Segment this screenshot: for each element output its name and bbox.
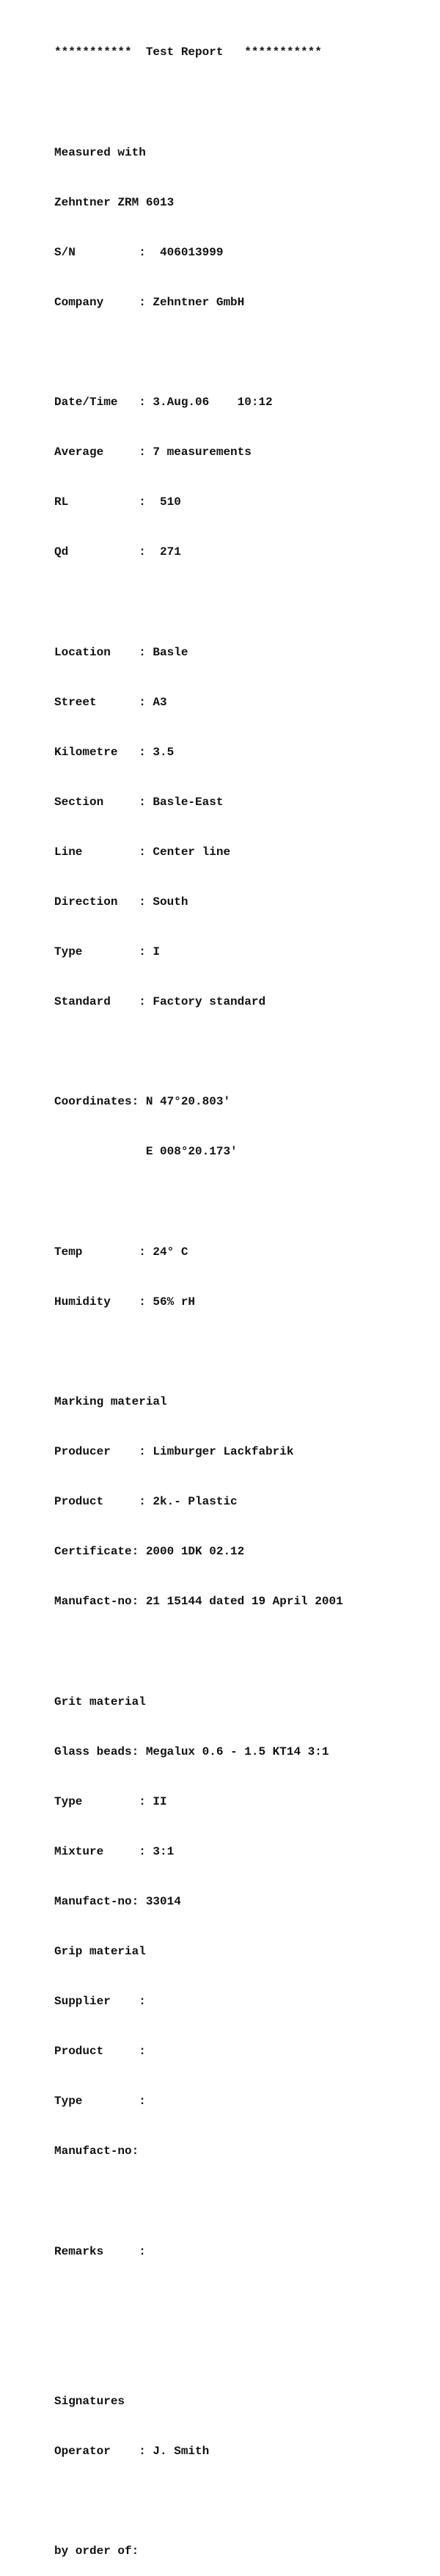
report-line: [54, 2493, 343, 2510]
report-line: Product : 2k.- Plastic: [54, 1495, 238, 1509]
test-report: [54, 11, 343, 2576]
report-line: Standard : Factory standard: [54, 995, 266, 1009]
report-line: Zehntner ZRM 6013: [54, 195, 175, 209]
report-line: Street : A3: [54, 695, 167, 709]
report-line: Line : Center line: [54, 845, 231, 859]
report-line: Company : Zehntner GmbH: [54, 295, 245, 309]
report-line: E 008°20.173': [54, 1145, 238, 1159]
report-line: Temp : 24° C: [54, 1245, 188, 1259]
report-line: [54, 1044, 343, 1060]
report-line: [54, 594, 343, 611]
report-line: *********** Test Report ***********: [54, 46, 322, 59]
report-line: [54, 1643, 343, 1660]
report-line: Kilometre : 3.5: [54, 745, 175, 759]
report-line: Certificate: 2000 1DK 02.12: [54, 1545, 245, 1559]
report-line: Product :: [54, 2045, 146, 2059]
report-line: [54, 2293, 343, 2310]
report-line: Type : II: [54, 1794, 167, 1808]
report-line: [54, 95, 343, 112]
report-line: Producer : Limburger Lackfabrik: [54, 1445, 294, 1459]
report-line: Type : I: [54, 945, 161, 959]
report-line: [54, 1344, 343, 1361]
report-line: Manufact-no:: [54, 2144, 139, 2158]
report-line: Grip material: [54, 1944, 146, 1958]
report-line: Operator : J. Smith: [54, 2444, 210, 2458]
report-line: Qd : 271: [54, 545, 181, 559]
report-line: Section : Basle-East: [54, 795, 224, 809]
report-line: Remarks :: [54, 2244, 146, 2258]
report-line: by order of:: [54, 2544, 139, 2558]
report-line: Manufact-no: 21 15144 dated 19 April 2001: [54, 1595, 343, 1609]
report-line: [54, 344, 343, 361]
report-line: Direction : South: [54, 895, 188, 909]
report-line: Average : 7 measurements: [54, 445, 252, 459]
report-line: Grit material: [54, 1695, 146, 1709]
report-line: Manufact-no: 33014: [54, 1894, 181, 1908]
report-line: RL : 510: [54, 495, 181, 509]
report-line: Supplier :: [54, 1995, 146, 2009]
report-line: Mixture : 3:1: [54, 1844, 175, 1858]
report-line: [54, 2193, 343, 2210]
report-line: Glass beads: Megalux 0.6 - 1.5 KT14 3:1: [54, 1744, 329, 1758]
report-line: Type :: [54, 2095, 146, 2109]
report-line: Coordinates: N 47°20.803': [54, 1095, 231, 1109]
report-line: Signatures: [54, 2394, 125, 2408]
report-line: Humidity : 56% rH: [54, 1295, 196, 1309]
report-line: S/N : 406013999: [54, 245, 224, 259]
report-line: Date/Time : 3.Aug.06 10:12: [54, 396, 273, 410]
report-line: Marking material: [54, 1394, 167, 1408]
report-line: [54, 2343, 343, 2360]
report-line: Location : Basle: [54, 645, 188, 659]
report-line: [54, 1194, 343, 1211]
report-line: Measured with: [54, 145, 146, 159]
